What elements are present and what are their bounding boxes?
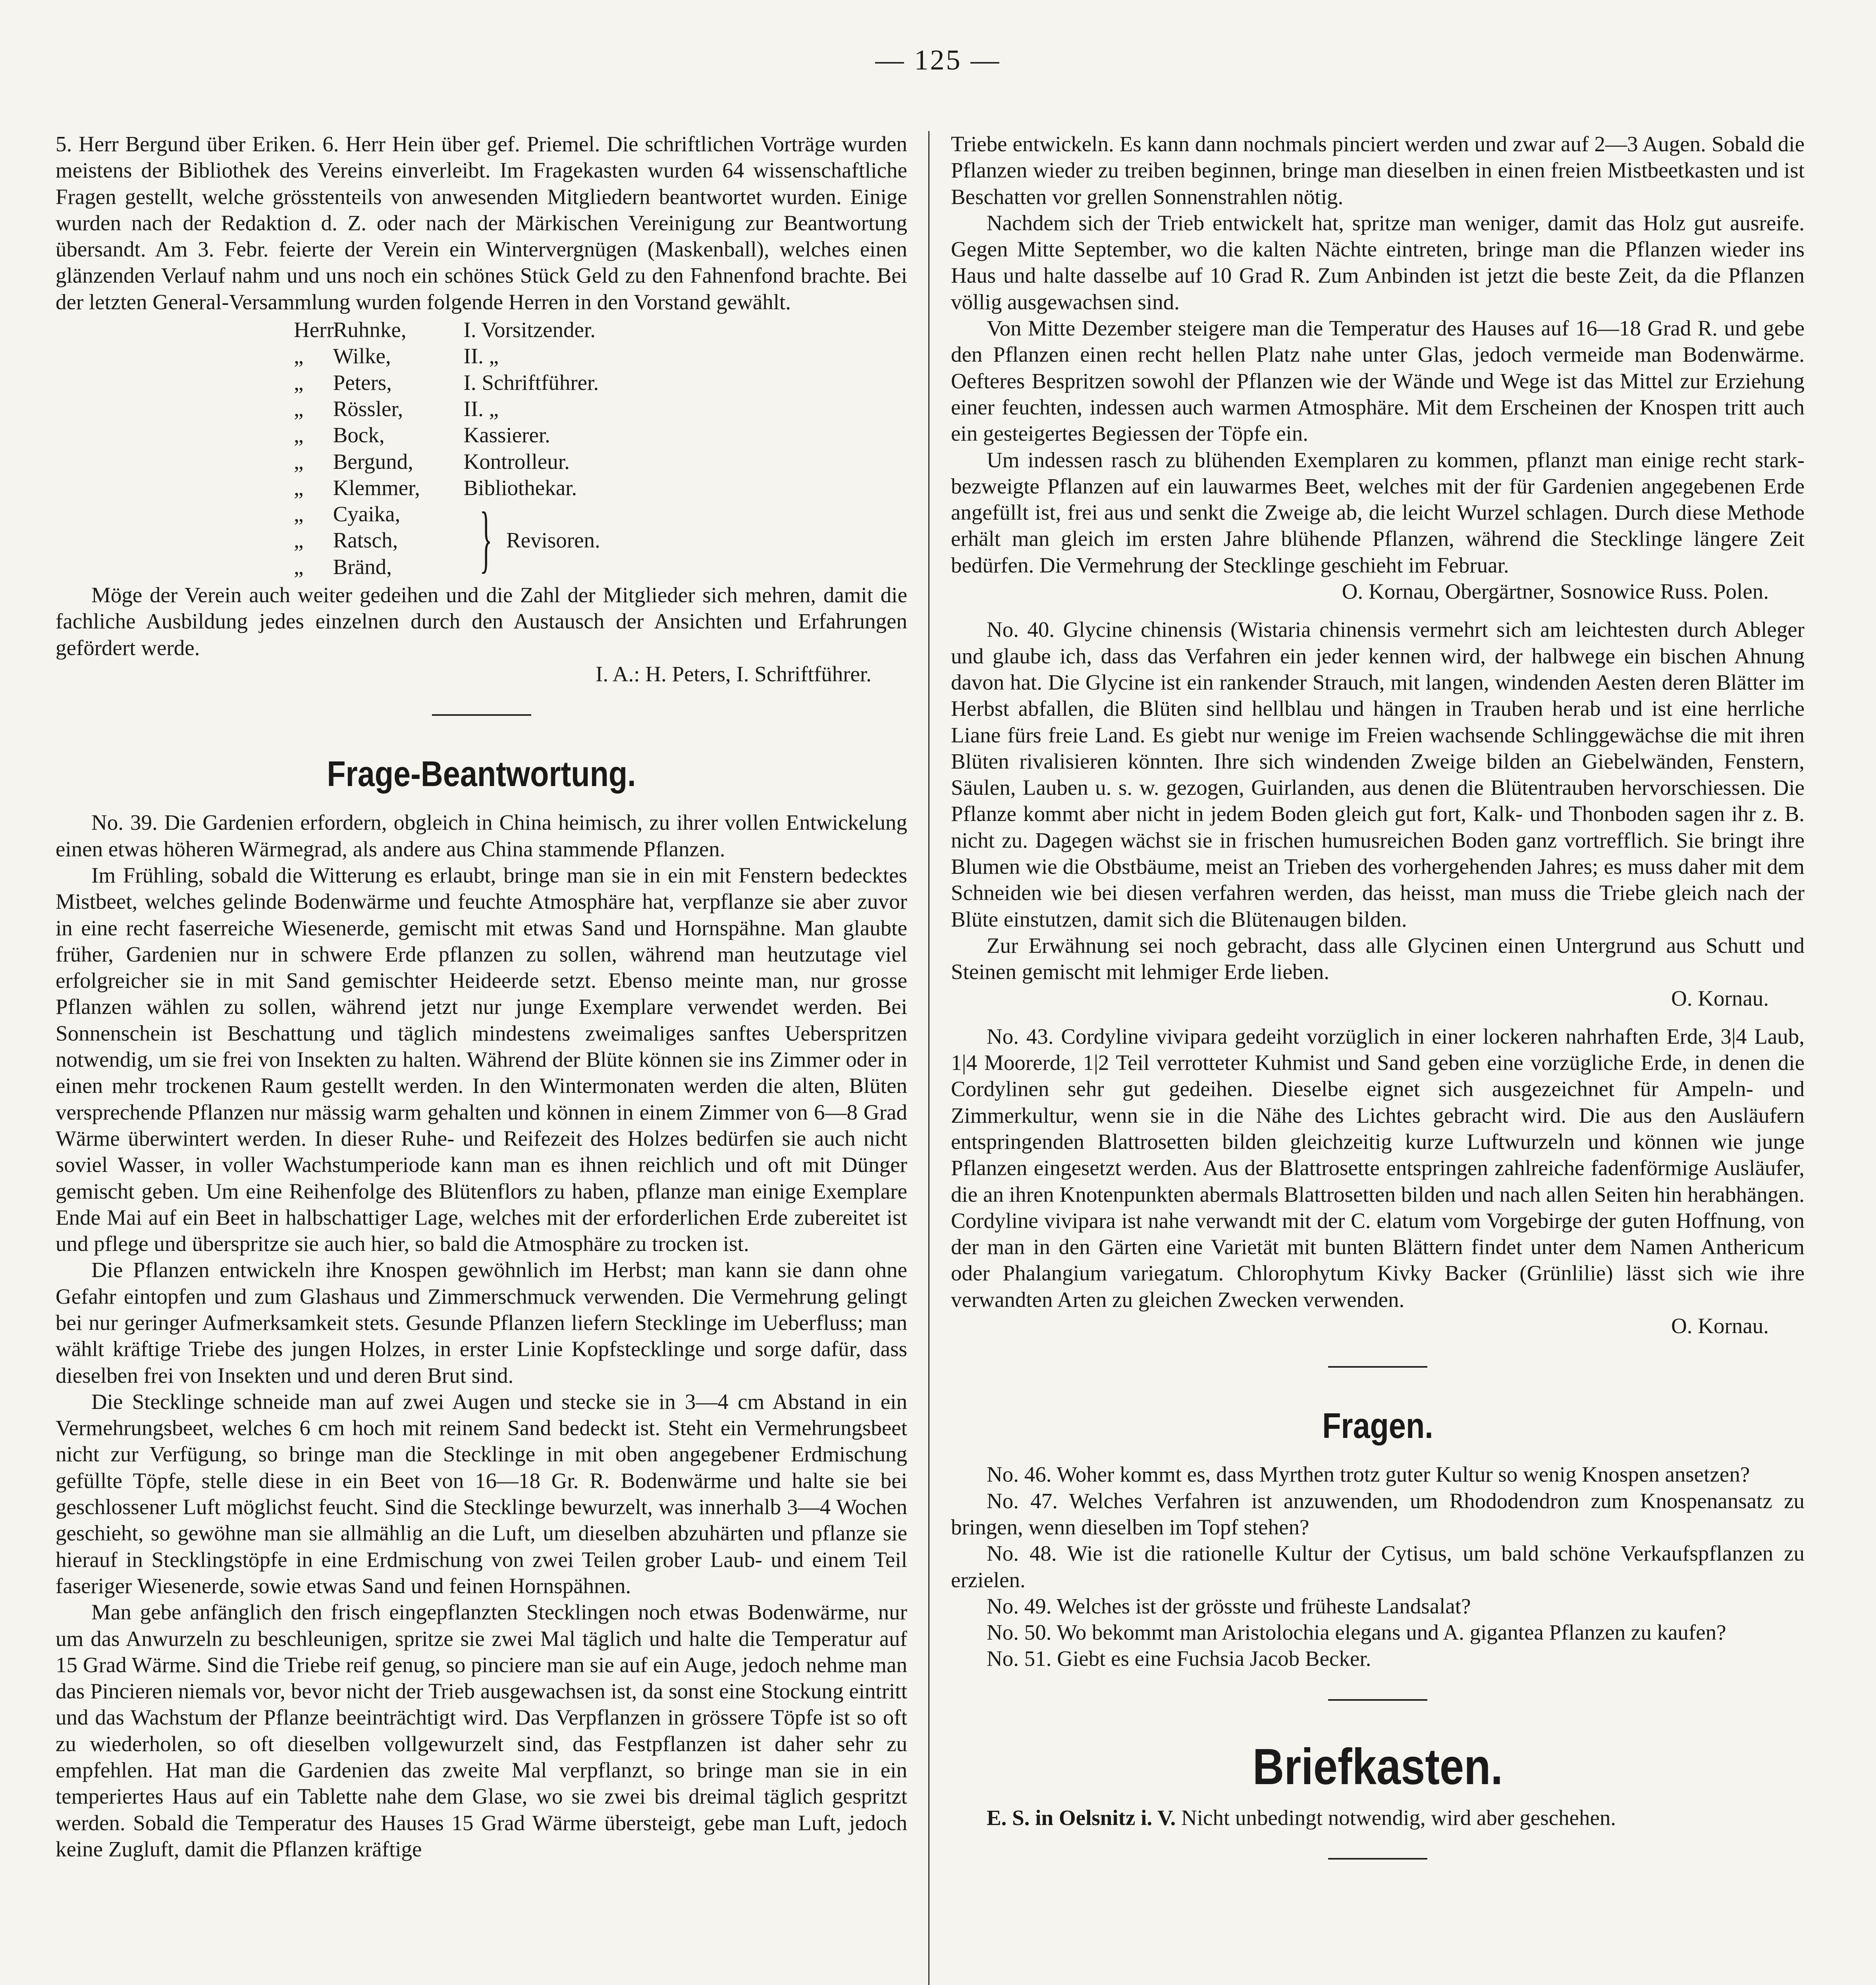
brace-glyph: } bbox=[480, 497, 492, 581]
board-member: „ Rössler, II. „ bbox=[294, 396, 499, 421]
answer-39-paragraph: No. 39. Die Gardenien erfordern, obgleich in China heimisch, zu ihrer vollen Entwickelung einen etwas höheren Wärmegrad, als andere aus China stammende Pflanzen. bbox=[56, 810, 907, 861]
section-rule bbox=[432, 714, 531, 716]
answer-43-paragraph: No. 43. Cordyline vivipara gedeiht vorzüglich in einer lockeren nahrhaften Erde, 3|4 Laub, 1|4 Moorerde, 1|2 Teil verrotteter Kuhmist und Sand geben eine vorzügliche Erde, in denen die Cordylinen sehr gut gedeihen. Dieselbe eignet sich ausgezeichnet für Ampeln- und Zimmerkultur, wenn sie in die Nähe des Lichtes gebracht wird. Die aus den Ausläufern entspringenden Blattrosetten bilden gleichzeitig kurze Luftwurzeln und können wie junge Pflanzen eingesetzt werden. Aus der Blattrosette entspringen zahlreiche fadenförmige Ausläufer, die an ihren Knotenpunkten abermals Blattrosetten bilden und nach allen Seiten hin herabhängen. Cordyline vivipara ist nahe verwandt mit der C. elatum vom Vorgebirge der guten Hoffnung, von der man in den Gärten eine Varietät mit bunten Blättern findet unter dem Namen Anthericum oder Phalangium variegatum. Chlorophytum Kivky Backer (Grünlilie) lässt sich wie ihre verwandten Arten zu gleichen Zwecken verwenden. bbox=[951, 1024, 1805, 1312]
board-list bbox=[294, 317, 907, 580]
question-item: No. 50. Wo bekommt man Aristolochia elegans und A. gigantea Pflanzen zu kaufen? bbox=[987, 1620, 1726, 1645]
section-rule bbox=[1328, 1699, 1427, 1701]
board-member: „ Wilke, II. „ bbox=[294, 344, 499, 368]
board-member: Herr Ruhnke, I. Vorsitzender. bbox=[294, 318, 596, 342]
letterbox-entry bbox=[951, 1805, 1805, 1831]
report-signature: I. A.: H. Peters, I. Schriftführer. bbox=[596, 662, 871, 686]
answer-40-signature: O. Kornau. bbox=[1671, 986, 1769, 1010]
answer-43-signature: O. Kornau. bbox=[1671, 1314, 1769, 1338]
column-divider bbox=[928, 131, 929, 1985]
answer-39-paragraph: Man gebe anfänglich den frisch eingepflanzten Stecklingen noch etwas Bodenwärme, nur um das Anwurzeln zu beschleunigen, spritze sie zwei Mal täglich und halte die Temperatur auf 15 Grad Wärme. Sind die Triebe reif genug, so pinciere man sie auf ein Auge, jedoch nehme man das Pincieren niemals vor, bevor nicht der Trieb ausgewachsen ist, da sonst eine Stockung eintritt und das Wachstum der Pflanze beeinträchtigt wird. Das Verpflanzen in grössere Töpfe ist so oft zu wiederholen, so oft dieselben vollgewurzelt sind, das Festpflanzen ist daher sehr zu empfehlen. Hat man die Gardenien das zweite Mal verpflanzt, so bringe man sie in ein temperiertes Haus auf ein Tablette nahe dem Glase, wo sie zwei bis dreimal täglich gespritzt werden. Sobald die Temperatur des Hauses 15 Grad Wärme übersteigt, gebe man Luft, jedoch keine Zugluft, damit die Pflanzen kräftige bbox=[56, 1600, 907, 1861]
board-member: „ Bergund, Kontrolleur. bbox=[294, 449, 570, 474]
answer-40-paragraph: No. 40. Glycine chinensis (Wistaria chinensis vermehrt sich am leichtesten durch Ableger und glaube ich, dass das Verfahren ein jeder kennen wird, der halbwege ein bischen Ahnung davon hat. Die Glycine ist ein rankender Strauch, mit langen, windenden Aesten deren Blätter im Herbst abfallen, die Blüten sind hellblau und hängen in Trauben herab und ist eine herrliche Liane fürs freie Land. Es giebt nur wenige im Freien wachsende Schlinggewächse die mit ihren Blüten rivalisieren könnten. Ihre sich windenden Zweige bilden an Giebelwänden, Fenstern, Säulen, Lauben u. s. w. gezogen, Guirlanden, aus denen die Blütentrauben hervorschiessen. Die Pflanze kommt aber nicht in jedem Boden gleich gut fort, Kalk- und Thonboden sagen ihr z. B. nicht zu. Dagegen wächst sie in frischen humusreichen Boden ganz vortrefflich. Sie bringt ihre Blumen wie die Obstbäume, meist an Trieben des vorhergehenden Jahres; es muss daher mit dem Schneiden wie bei diesen verfahren werden, das heisst, man muss die Triebe gleich nach der Blüte einstutzen, damit sich die Blütenaugen bilden. bbox=[951, 617, 1805, 931]
answer-40-paragraph: Zur Erwähnung sei noch gebracht, dass alle Glycinen einen Untergrund aus Schutt und Steinen gemischt mit lehmiger Erde lieben. bbox=[951, 933, 1805, 984]
board-member: „ Klemmer, Bibliothekar. bbox=[294, 475, 577, 500]
letterbox-reply: Nicht unbedingt notwendig, wird aber geschehen. bbox=[1181, 1805, 1616, 1830]
answer-39-paragraph: Um indessen rasch zu blühenden Exemplaren zu kommen, pflanzt man einige recht stark-bezweigte Pflanzen auf ein lauwarmes Beet, welches mit der für Gardenien angegebenen Erde angefüllt ist, frei aus und senkt die Zweige ab, die leicht Wurzel schlagen. Durch diese Methode erhält man gleich im ersten Jahre blühende Pflanzen, während die Stecklinge längere Zeit bedürfen. Die Vermehrung der Stecklinge geschieht im Februar. bbox=[951, 447, 1805, 577]
answer-39-paragraph: Die Pflanzen entwickeln ihre Knospen gewöhnlich im Herbst; man kann sie dann ohne Gefahr eintopfen und zum Glashaus und Zimmerschmuck verwenden. Die Vermehrung gelingt bei nur geringer Aufmerksamkeit stets. Gesunde Pflanzen liefern Stecklinge im Ueberfluss; man wählt kräftige Triebe des jungen Holzes, in erster Linie Kopfstecklinge und sorge dafür, dass dieselben frei von Insekten und und deren Brut sind. bbox=[56, 1258, 907, 1388]
section-heading-answers: Frage-Beantwortung. bbox=[327, 754, 636, 794]
left-column bbox=[56, 131, 907, 1862]
answer-39-signature: O. Kornau, Obergärtner, Sosnowice Russ. Polen. bbox=[1342, 579, 1769, 604]
section-heading-questions: Fragen. bbox=[1322, 1406, 1433, 1446]
section-rule bbox=[1328, 1366, 1427, 1368]
report-closing: Möge der Verein auch weiter gedeihen und die Zahl der Mitglieder sich mehren, damit die fachliche Ausbildung jedes einzelnen durch den Austausch der Ansichten und Erfahrungen gefördert werde. bbox=[56, 583, 907, 660]
question-item: No. 47. Welches Verfahren ist anzuwenden, um Rhododendron zum Knospenansatz zu bringen, wenn dieselben im Topf stehen? bbox=[951, 1488, 1805, 1539]
report-intro: 5. Herr Bergund über Eriken. 6. Herr Hein über gef. Priemel. Die schriftlichen Vorträge wurden meistens der Bibliothek des Vereins einverleibt. Im Fragekasten wurden 64 wissenschaftliche Fragen gestellt, welche grösstenteils von anwesenden Mitgliedern beantwortet wurden. Einige wurden nach der Redaktion d. Z. oder nach der Märkischen Vereinigung zur Beantwortung übersandt. Am 3. Febr. feierte der Verein ein Wintervergnügen (Maskenball), welches einen glänzenden Verlauf nahm und uns noch ein schönes Stück Geld zu den Fahnenfond brachte. Bei der letzten General-Versammlung wurden folgende Herren in den Vorstand gewählt. bbox=[56, 132, 907, 314]
answer-39-paragraph: Von Mitte Dezember steigere man die Temperatur des Hauses auf 16—18 Grad R. und gebe den Pflanzen einen recht hellen Platz nahe unter Glas, jedoch vermeide man Bodenwärme. Oefteres Bespritzen sowohl der Pflanzen wie der Wände und Wege ist das Mittel zur Erziehung einer feuchten, indessen auch warmen Atmosphäre. Mit dem Erscheinen der Knospen tritt auch ein gesteigertes Begiessen der Töpfe ein. bbox=[951, 316, 1805, 446]
section-heading-letterbox: Briefkasten. bbox=[1252, 1738, 1503, 1795]
board-member: „ Bock, Kassierer. bbox=[294, 423, 550, 447]
answer-39-paragraph: Triebe entwickeln. Es kann dann nochmals pinciert werden und zwar auf 2—3 Augen. Sobald die Pflanzen wieder zu treiben beginnen, bringe man dieselben in einen freien Mistbeetkasten und ist Beschatten vor grellen Sonnenstrahlen nötig. bbox=[951, 132, 1805, 209]
board-member: „ Peters, I. Schriftführer. bbox=[294, 370, 599, 395]
revisor: „ Ratsch, bbox=[294, 528, 398, 553]
page-number: — 125 — bbox=[875, 44, 1001, 76]
answer-39-paragraph: Nachdem sich der Trieb entwickelt hat, spritze man weniger, damit das Holz gut ausreife. Gegen Mitte September, wo die kalten Nächte eintreten, bringe man die Pflanzen wieder ins Haus und halte dasselbe auf 10 Grad R. Zum Anbinden ist jetzt die beste Zeit, da die Pflanzen völlig ausgewachsen sind. bbox=[951, 210, 1805, 314]
section-rule bbox=[1328, 1858, 1427, 1860]
answer-39-paragraph: Im Frühling, sobald die Witterung es erlaubt, bringe man sie in ein mit Fenstern bedecktes Mistbeet, welches gelinde Bodenwärme und feuchte Atmosphäre hat, verpflanze sie aber zuvor in eine recht faserreiche Wiesenerde, gemischt mit etwas Sand und Hornspähne. Man glaubte früher, Gardenien nur in schwere Erde pflanzen zu sollen, während man heutzutage viel erfolgreicher sie in mit Sand gemischter Heideerde setzt. Ebenso meinte man, nur grosse Pflanzen wählen zu sollen, während jetzt nur junge Exemplare verwendet werden. Bei Sonnenschein ist Beschattung und täglich mindestens zweimaliges sanftes Ueberspritzen notwendig, um sie frei von Insekten zu halten. Während der Blüte können sie ins Zimmer oder in einen mehr trockenen Raum gestellt werden. In den Wintermonaten werden die alten, Blüten versprechende Pflanzen nur mässig warm gehalten und können in einem Zimmer von 6—8 Grad Wärme überwintert werden. In dieser Ruhe- und Reifezeit des Holzes bedürfen sie auch nicht soviel Wasser, in voller Wachstumperiode kann man es ihnen reichlich und oft mit Dünger gemischt geben. Um eine Reihenfolge des Blütenflors zu haben, pflanze man einige Exemplare Ende Mai auf ein Beet in halbschattiger Lage, welches mit der erforderlichen Erde zubereitet ist und pflege und überspritze sie auch hier, so bald die Atmosphäre zu trocken ist. bbox=[56, 863, 907, 1256]
question-item: No. 48. Wie ist die rationelle Kultur der Cytisus, um bald schöne Verkaufspflanzen zu erzielen. bbox=[951, 1541, 1805, 1592]
revisors-group bbox=[294, 497, 907, 581]
question-item: No. 51. Giebt es eine Fuchsia Jacob Becker. bbox=[987, 1646, 1371, 1671]
question-item: No. 49. Welches ist der grösste und früheste Landsalat? bbox=[987, 1594, 1471, 1618]
revisors-label: Revisoren. bbox=[506, 528, 600, 553]
revisor: „ Cyaika, bbox=[294, 502, 401, 526]
letterbox-addressee: E. S. in Oelsnitz i. V. bbox=[987, 1805, 1176, 1830]
revisor: „ Bränd, bbox=[294, 554, 392, 579]
answer-39-paragraph: Die Stecklinge schneide man auf zwei Augen und stecke sie in 3—4 cm Abstand in ein Vermehrungsbeet, welches 6 cm hoch mit reinem Sand bedeckt ist. Steht ein Vermehrungsbeet nicht zur Verfügung, so bringe man die Stecklinge in mit oben angegebener Erdmischung gefüllte Töpfe, stelle diese in ein Beet von 16—18 Gr. R. Bodenwärme und halte sie bei geschlossener Luft möglichst feucht. Sind die Stecklinge bewurzelt, was innerhalb 3—4 Wochen geschieht, so gewöhne man sie allmählig an die Luft, um dieselben abzuhärten und pflanze sie hierauf in Stecklingstöpfe in eine Erdmischung von zwei Teilen grober Laub- und einem Teil faseriger Wiesenerde, sowie etwas Sand und feinen Hornspähnen. bbox=[56, 1389, 907, 1598]
right-column bbox=[951, 131, 1805, 1896]
question-item: No. 46. Woher kommt es, dass Myrthen trotz guter Kultur so wenig Knospen ansetzen? bbox=[987, 1462, 1750, 1487]
